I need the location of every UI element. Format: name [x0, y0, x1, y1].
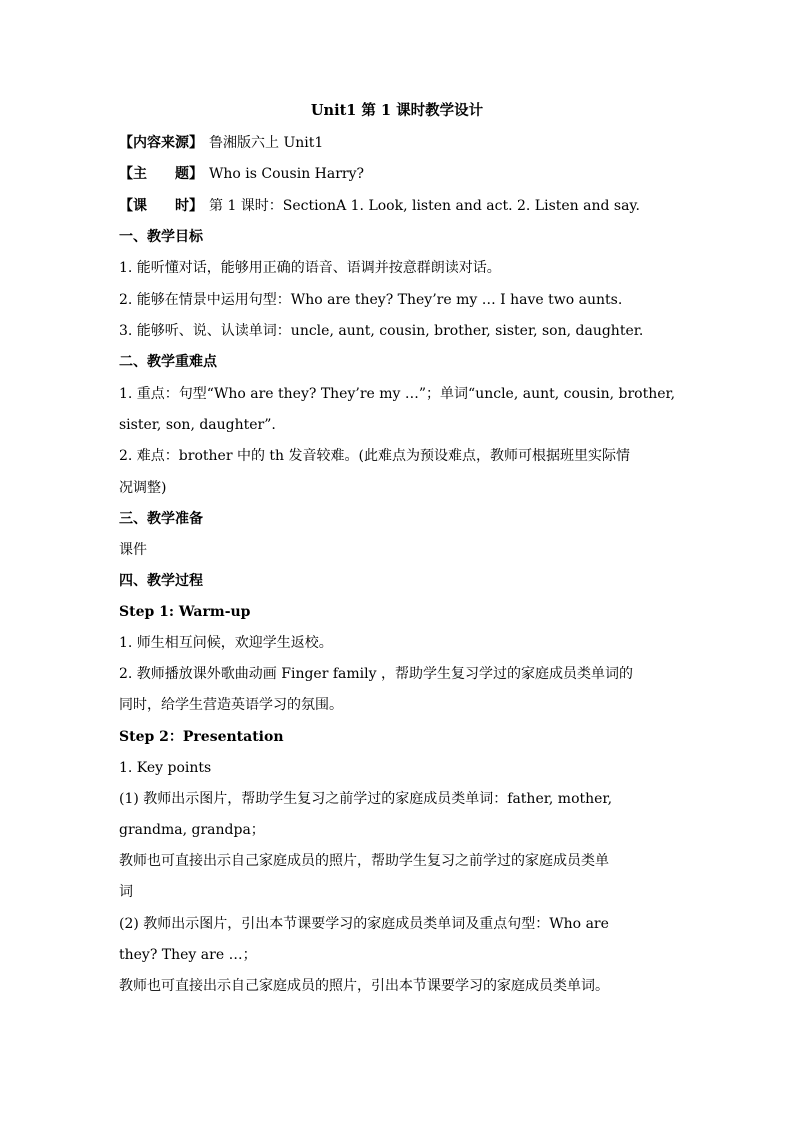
key-point-line: sister, son, daughter”.: [119, 417, 276, 433]
key-point-line: 1. 重点：句型“Who are they? They’re my …”；单词“uncle, aunt, cousin, brother,: [119, 386, 676, 402]
difficulty-line: 2. 难点：brother 中的 th 发音较难。(此难点为预设难点，教师可根据班里实际情: [119, 448, 630, 464]
meta-period-label: 【课 时】: [119, 198, 203, 214]
step1-item: 同时，给学生营造英语学习的氛围。: [119, 697, 343, 713]
section-heading-process: 四、教学过程: [119, 573, 203, 589]
meta-source-value: 鲁湘版六上 Unit1: [209, 135, 324, 151]
objective-item: 2. 能够在情景中运用句型：Who are they? They’re my … I have two aunts.: [119, 292, 623, 308]
meta-period-value: 第 1 课时：SectionA 1. Look, listen and act. 2. Listen and say.: [209, 198, 640, 214]
meta-topic-label: 【主 题】: [119, 166, 203, 182]
presentation-line: (1) 教师出示图片，帮助学生复习之前学过的家庭成员类单词：father, mother,: [119, 791, 613, 807]
presentation-line: (2) 教师出示图片，引出本节课要学习的家庭成员类单词及重点句型：Who are: [119, 916, 609, 932]
document-title: Unit1 第 1 课时教学设计: [310, 102, 484, 119]
step2-subheading: 1. Key points: [119, 760, 212, 776]
preparation-text: 课件: [119, 542, 147, 558]
section-heading-preparation: 三、教学准备: [119, 511, 203, 527]
presentation-line: 教师也可直接出示自己家庭成员的照片，引出本节课要学习的家庭成员类单词。: [119, 978, 609, 994]
step2-heading: Step 2：Presentation: [119, 729, 284, 745]
presentation-line: 教师也可直接出示自己家庭成员的照片，帮助学生复习之前学过的家庭成员类单: [119, 853, 609, 869]
meta-topic: [119, 164, 679, 184]
step1-item: 2. 教师播放课外歌曲动画 Finger family ，帮助学生复习学过的家庭成员类单词的: [119, 666, 633, 682]
meta-period: [119, 196, 679, 216]
presentation-line: they? They are …；: [119, 947, 257, 963]
step1-item: 1. 师生相互问候，欢迎学生返校。: [119, 635, 333, 651]
presentation-line: grandma, grandpa；: [119, 822, 265, 838]
section-heading-key-points: 二、教学重难点: [119, 354, 217, 370]
step1-heading: Step 1: Warm-up: [119, 604, 251, 620]
meta-source-label: 【内容来源】: [119, 135, 203, 151]
presentation-line: 词: [119, 884, 133, 900]
difficulty-line: 况调整): [119, 480, 167, 496]
meta-source: [119, 133, 679, 153]
section-heading-objectives: 一、教学目标: [119, 229, 203, 245]
objective-item: 1. 能听懂对话，能够用正确的语音、语调并按意群朗读对话。: [119, 260, 501, 276]
meta-topic-value: Who is Cousin Harry?: [209, 166, 365, 182]
objective-item: 3. 能够听、说、认读单词：uncle, aunt, cousin, brother, sister, son, daughter.: [119, 323, 644, 339]
